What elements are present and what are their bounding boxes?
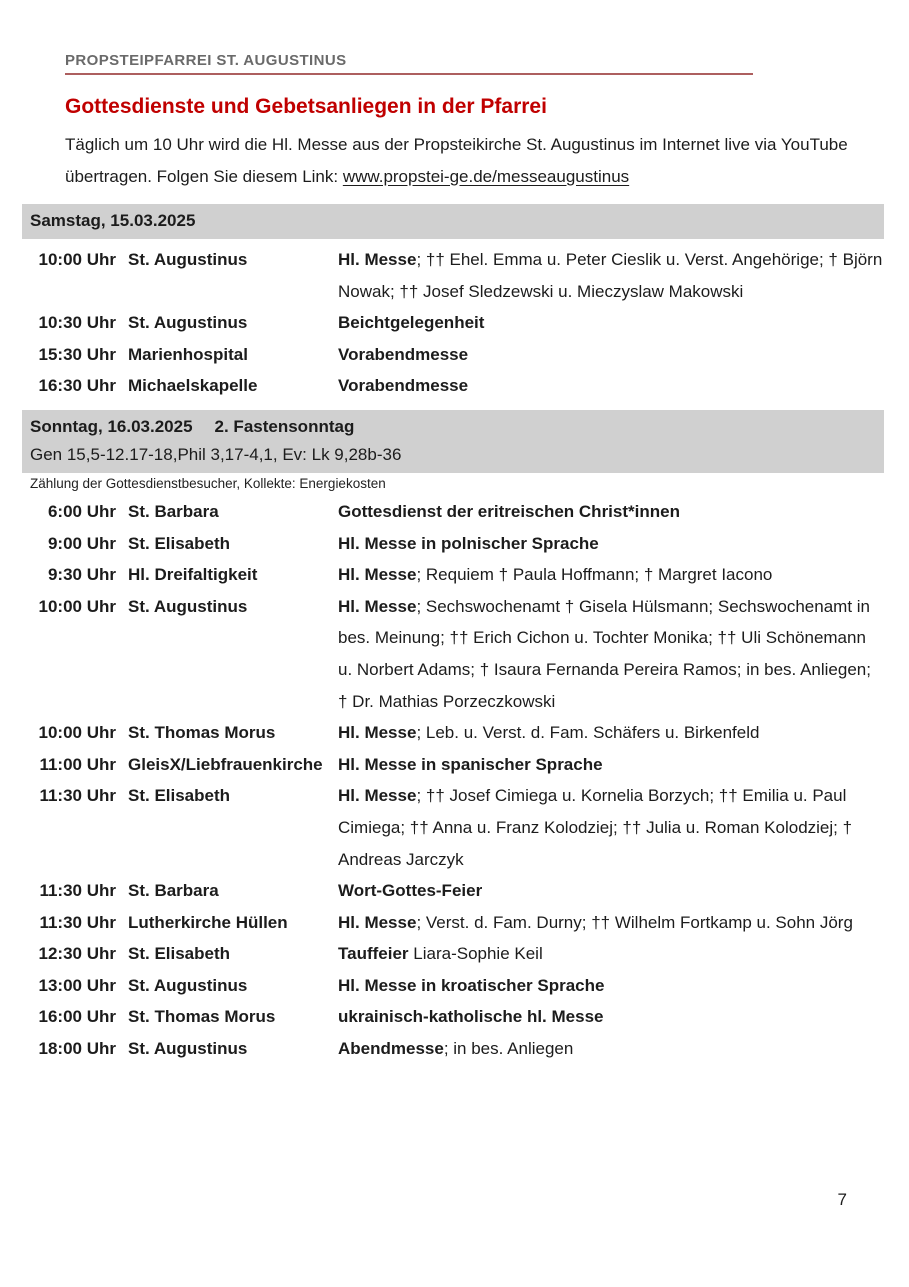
row-time: 11:30 Uhr <box>39 881 116 901</box>
row-location: St. Augustinus <box>128 975 248 995</box>
row-description <box>338 717 884 749</box>
row-service: Hl. Messe <box>338 596 417 616</box>
row-detail: ; Requiem † Paula Hoffmann; † Margret Iacono <box>416 565 773 585</box>
schedule-row <box>30 496 884 528</box>
schedule-row <box>30 780 884 875</box>
row-detail: ; Verst. d. Fam. Durny; †† Wilhelm Fortkamp u. Sohn Jörg <box>416 912 853 932</box>
schedule-row <box>30 559 884 591</box>
row-location: Marienhospital <box>128 344 248 364</box>
page-number: 7 <box>837 1190 847 1209</box>
row-location: St. Barbara <box>128 501 219 521</box>
row-location: St. Augustinus <box>128 313 248 333</box>
row-time: 11:30 Uhr <box>39 912 116 932</box>
row-description <box>338 244 884 307</box>
row-detail: ; Sechswochenamt † Gisela Hülsmann; Sechswochenamt in bes. Meinung; †† Erich Cichon u. Tochter Monika; †† Uli Schönemann u. Norbert Adams; † Isaura Fernanda Pereira Ramos; in bes. Anliegen; † Dr. Mathias Porzeczkowski <box>338 596 871 711</box>
row-description <box>338 370 884 402</box>
row-time: 12:30 Uhr <box>38 944 116 964</box>
section-subheading: Gen 15,5-12.17-18,Phil 3,17-4,1, Ev: Lk 9,28b-36 <box>30 444 402 464</box>
row-time: 11:00 Uhr <box>39 754 116 774</box>
row-detail: ; Leb. u. Verst. d. Fam. Schäfers u. Birkenfeld <box>416 723 760 743</box>
schedule-row <box>30 1001 884 1033</box>
row-time: 10:30 Uhr <box>38 313 116 333</box>
row-location: St. Elisabeth <box>128 944 231 964</box>
row-description <box>338 938 884 970</box>
intro-text: Täglich um 10 Uhr wird die Hl. Messe aus der Propsteikirche St. Augustinus im Internet live via YouTube übertragen. Folgen Sie diesem Link: <box>65 135 848 186</box>
row-service: Tauffeier <box>338 944 409 964</box>
sections <box>0 204 909 1065</box>
section-band <box>22 410 884 473</box>
schedule-section <box>0 410 909 1065</box>
page-title: Gottesdienste und Gebetsanliegen in der Pfarrei <box>65 95 547 118</box>
schedule-row <box>30 907 884 939</box>
row-description <box>338 780 884 875</box>
row-location: Michaelskapelle <box>128 376 258 396</box>
row-service: Vorabendmesse <box>338 344 469 364</box>
row-time: 16:30 Uhr <box>38 376 116 396</box>
row-description <box>338 749 884 781</box>
schedule-row <box>30 875 884 907</box>
row-service: Hl. Messe in spanischer Sprache <box>338 754 603 774</box>
row-time: 18:00 Uhr <box>38 1039 116 1059</box>
section-note: Zählung der Gottesdienstbesucher, Kollekte: Energiekosten <box>30 475 386 491</box>
schedule-row <box>30 307 884 339</box>
schedule-row <box>30 749 884 781</box>
row-location: St. Elisabeth <box>128 786 231 806</box>
schedule-row <box>30 970 884 1002</box>
schedule-row <box>30 938 884 970</box>
row-description <box>338 970 884 1002</box>
row-location: St. Augustinus <box>128 1039 248 1059</box>
row-location: St. Thomas Morus <box>128 723 276 743</box>
row-location: Lutherkirche Hüllen <box>128 912 288 932</box>
row-detail: ; in bes. Anliegen <box>443 1039 574 1059</box>
section-heading: Samstag, 15.03.2025 <box>30 211 196 230</box>
row-location: St. Elisabeth <box>128 533 231 553</box>
row-service: Hl. Messe in kroatischer Sprache <box>338 975 605 995</box>
row-service: Hl. Messe <box>338 250 417 269</box>
row-description <box>338 875 884 907</box>
row-time: 16:00 Uhr <box>38 1007 116 1027</box>
row-detail: ; †† Ehel. Emma u. Peter Cieslik u. Verst. Angehörige; † Björn Nowak; †† Josef Sledzewski u. Mieczyslaw Makowski <box>338 250 883 301</box>
row-description <box>338 496 884 528</box>
page-kicker: PROPSTEIPFARREI ST. AUGUSTINUS <box>65 52 753 75</box>
row-detail: Liara-Sophie Keil <box>408 944 543 964</box>
row-description <box>338 528 884 560</box>
row-description <box>338 559 884 591</box>
section-rows <box>22 239 884 402</box>
schedule-row <box>30 339 884 371</box>
schedule-row <box>30 717 884 749</box>
section-heading: Sonntag, 16.03.2025 <box>30 416 193 436</box>
row-service: Hl. Messe <box>338 723 417 743</box>
section-heading-extra: 2. Fastensonntag <box>214 416 355 436</box>
schedule-row <box>30 528 884 560</box>
row-description <box>338 907 884 939</box>
row-time: 9:00 Uhr <box>47 533 116 553</box>
row-service: Wort-Gottes-Feier <box>338 881 483 901</box>
row-description <box>338 1033 884 1065</box>
schedule-row <box>30 244 884 307</box>
row-time: 10:00 Uhr <box>38 250 116 269</box>
row-time: 6:00 Uhr <box>47 501 116 521</box>
row-service: Hl. Messe <box>338 565 417 585</box>
section-band <box>22 204 884 239</box>
row-description <box>338 1001 884 1033</box>
intro-link[interactable]: www.propstei-ge.de/messeaugustinus <box>342 166 630 186</box>
row-time: 11:30 Uhr <box>39 786 116 806</box>
row-time: 10:00 Uhr <box>38 596 116 616</box>
schedule-row <box>30 370 884 402</box>
row-time: 9:30 Uhr <box>47 565 116 585</box>
row-description <box>338 339 884 371</box>
row-location: GleisX/Liebfrauenkirche <box>128 754 323 774</box>
row-service: Vorabendmesse <box>338 376 469 396</box>
row-service: Hl. Messe <box>338 912 417 932</box>
row-service: ukrainisch-katholische hl. Messe <box>338 1007 604 1027</box>
schedule-section <box>0 204 909 402</box>
row-service: Abendmesse <box>338 1039 444 1059</box>
row-time: 10:00 Uhr <box>38 723 116 743</box>
row-service: Hl. Messe <box>338 786 417 806</box>
row-time: 15:30 Uhr <box>38 344 116 364</box>
schedule-row <box>30 1033 884 1065</box>
row-location: Hl. Dreifaltigkeit <box>128 565 258 585</box>
row-location: St. Augustinus <box>128 596 248 616</box>
schedule-row <box>30 591 884 717</box>
row-detail: ; †† Josef Cimiega u. Kornelia Borzych; †† Emilia u. Paul Cimiega; †† Anna u. Franz Kolodziej; †† Julia u. Roman Kolodziej; † Andreas Jarczyk <box>338 786 853 869</box>
row-location: St. Augustinus <box>128 250 248 269</box>
row-description <box>338 307 884 339</box>
row-service: Gottesdienst der eritreischen Christ*innen <box>338 501 680 521</box>
section-rows <box>22 491 884 1065</box>
row-location: St. Thomas Morus <box>128 1007 276 1027</box>
row-time: 13:00 Uhr <box>38 975 116 995</box>
row-service: Hl. Messe in polnischer Sprache <box>338 533 599 553</box>
row-service: Beichtgelegenheit <box>338 313 485 333</box>
row-location: St. Barbara <box>128 881 219 901</box>
row-description <box>338 591 884 717</box>
intro-paragraph <box>65 129 855 192</box>
